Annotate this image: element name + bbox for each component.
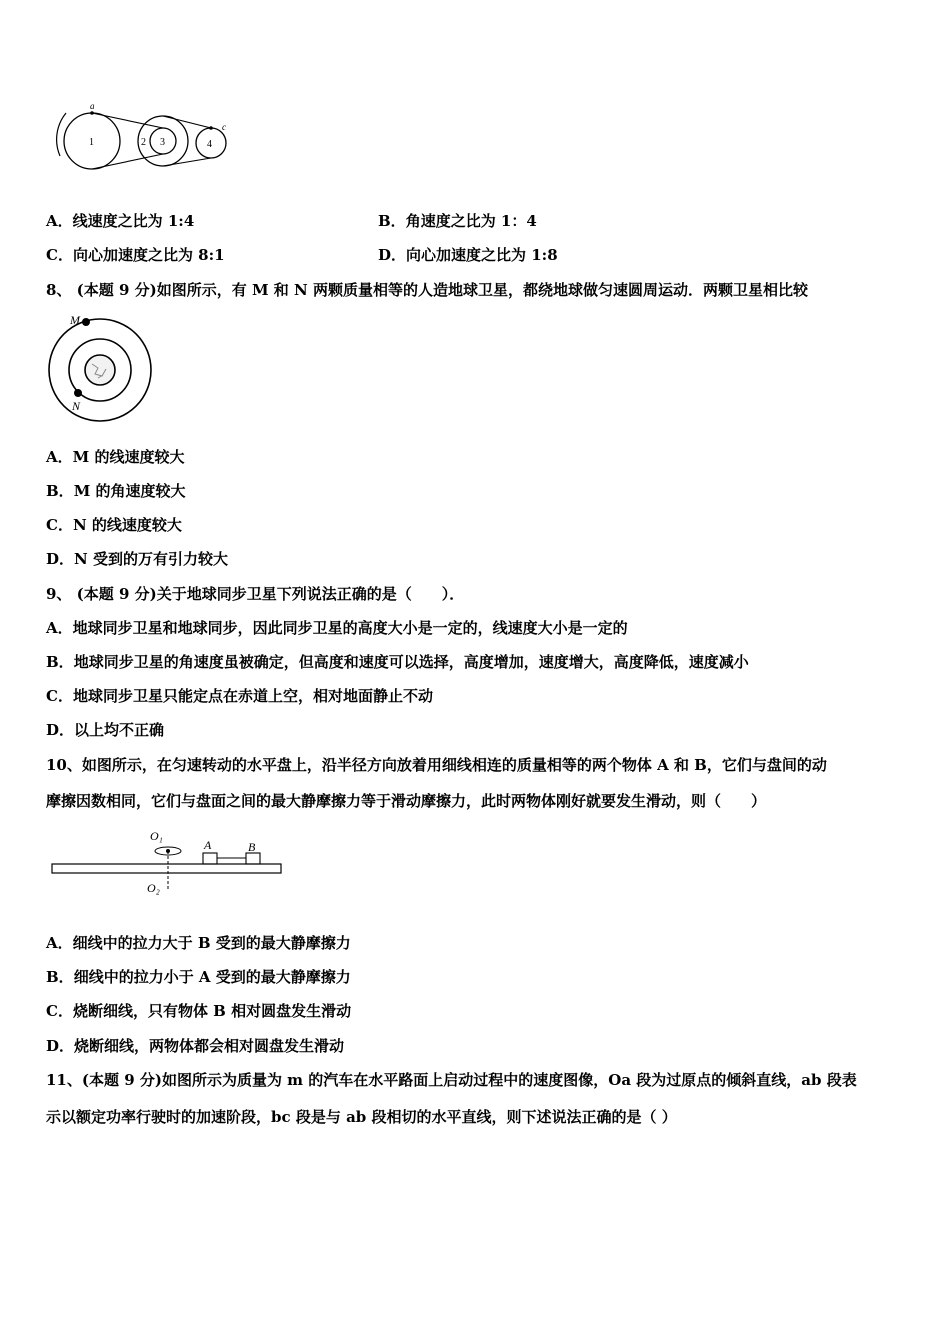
- option-label: C．: [46, 516, 73, 534]
- q7-option-a: [46, 211, 194, 231]
- q8-option-a: [46, 447, 184, 467]
- option-label: C．: [46, 1002, 73, 1020]
- q7-option-c: [46, 245, 225, 265]
- point-a: [90, 111, 94, 115]
- belt-bottom: [92, 154, 163, 169]
- q11-stem-line2: 示以额定功率行驶时的加速阶段，bc 段是与 ab 段相切的水平直线，则下述说法正确的是（ ）: [46, 1108, 677, 1126]
- belt2-bottom: [163, 158, 211, 166]
- q10-stem-line2: 摩擦因数相同，它们与盘面之间的最大静摩擦力等于滑动摩擦力，此时两物体刚好就要发生滑动，则（ ）: [46, 792, 767, 810]
- option-text: 地球同步卫星只能定点在赤道上空，相对地面静止不动: [72, 687, 433, 705]
- q10-option-b: [46, 967, 351, 987]
- option-label: D．: [378, 246, 407, 264]
- label-wheel-4: 4: [207, 139, 212, 150]
- option-label: A．: [46, 934, 73, 952]
- q11-stem-line1: 11、(本题 9 分)如图所示为质量为 m 的汽车在水平路面上启动过程中的速度图像，Oa 段为过原点的倾斜直线，ab 段表: [46, 1071, 857, 1089]
- option-text: N 的线速度较大: [72, 516, 182, 534]
- option-text: 地球同步卫星和地球同步，因此同步卫星的高度大小是一定的，线速度大小是一定的: [72, 619, 628, 637]
- option-text: 向心加速度之比为 1:8: [406, 246, 558, 264]
- q8-orbit-figure: [46, 312, 156, 427]
- q9-option-b: [46, 652, 749, 672]
- label-n: N: [72, 399, 81, 413]
- q10-stem-line1: 10、如图所示，在匀速转动的水平盘上，沿半径方向放着用细线相连的质量相等的两个物体 A 和 B，它们与盘间的动: [46, 756, 827, 774]
- label-o1: O₁: [150, 829, 163, 843]
- option-text: 细线中的拉力小于 A 受到的最大静摩擦力: [73, 968, 351, 986]
- option-text: 以上均不正确: [74, 721, 165, 739]
- q9-option-c: [46, 686, 433, 706]
- q10-option-c: [46, 1001, 351, 1021]
- q8-option-d: [46, 549, 228, 569]
- option-text: 地球同步卫星的角速度虽被确定，但高度和速度可以选择，高度增加，速度增大，高度降低，速度减小: [73, 653, 749, 671]
- option-label: D．: [46, 550, 75, 568]
- q7-option-d: [378, 245, 558, 265]
- q10-option-a: [46, 933, 351, 953]
- belt2-top: [163, 116, 211, 128]
- earth: [85, 355, 115, 385]
- q9-stem: 9、 (本题 9 分)关于地球同步卫星下列说法正确的是（ ）．: [46, 585, 465, 603]
- option-text: 线速度之比为 1:4: [72, 212, 195, 230]
- label-wheel-3: 3: [160, 137, 165, 148]
- option-label: A．: [46, 448, 73, 466]
- label-wheel-2: 2: [141, 137, 146, 148]
- option-text: N 受到的万有引力较大: [74, 550, 228, 568]
- label-b: B: [248, 840, 256, 854]
- q8-option-c: [46, 515, 182, 535]
- q7-option-b: [378, 211, 537, 231]
- block-b: [246, 853, 260, 864]
- option-label: B．: [378, 212, 406, 230]
- option-text: M 的角速度较大: [73, 482, 186, 500]
- q8-stem: 8、 (本题 9 分)如图所示，有 M 和 N 两颗质量相等的人造地球卫星，都绕地球做匀速圆周运动．两颗卫星相比较: [46, 281, 808, 299]
- option-text: 烧断细线，只有物体 B 相对圆盘发生滑动: [72, 1002, 352, 1020]
- q9-option-a: [46, 618, 628, 638]
- option-label: D．: [46, 721, 75, 739]
- label-c: c: [222, 122, 226, 132]
- disk: [52, 864, 281, 873]
- q8-option-b: [46, 481, 186, 501]
- q10-disk-figure: [50, 824, 290, 899]
- option-text: 烧断细线，两物体都会相对圆盘发生滑动: [74, 1037, 345, 1055]
- option-text: 细线中的拉力大于 B 受到的最大静摩擦力: [72, 934, 351, 952]
- block-a: [203, 853, 217, 864]
- q7-wheels-figure: [50, 98, 240, 178]
- label-o2: O₂: [147, 881, 160, 895]
- option-label: A．: [46, 212, 73, 230]
- point-c: [209, 126, 213, 130]
- option-label: D．: [46, 1037, 75, 1055]
- option-label: A．: [46, 619, 73, 637]
- option-label: C．: [46, 246, 73, 264]
- label-wheel-1: 1: [89, 137, 94, 148]
- option-label: C．: [46, 687, 73, 705]
- option-text: 角速度之比为 1：4: [405, 212, 537, 230]
- option-text: 向心加速度之比为 8:1: [72, 246, 225, 264]
- option-label: B．: [46, 653, 74, 671]
- option-label: B．: [46, 968, 74, 986]
- satellite-m: [82, 318, 90, 326]
- label-a: a: [90, 101, 95, 111]
- label-a: A: [204, 838, 212, 852]
- q9-option-d: [46, 720, 164, 740]
- q10-option-d: [46, 1036, 344, 1056]
- option-text: M 的线速度较大: [72, 448, 185, 466]
- belt-top: [92, 113, 163, 128]
- satellite-n: [74, 389, 82, 397]
- option-label: B．: [46, 482, 74, 500]
- label-m: M: [70, 313, 80, 327]
